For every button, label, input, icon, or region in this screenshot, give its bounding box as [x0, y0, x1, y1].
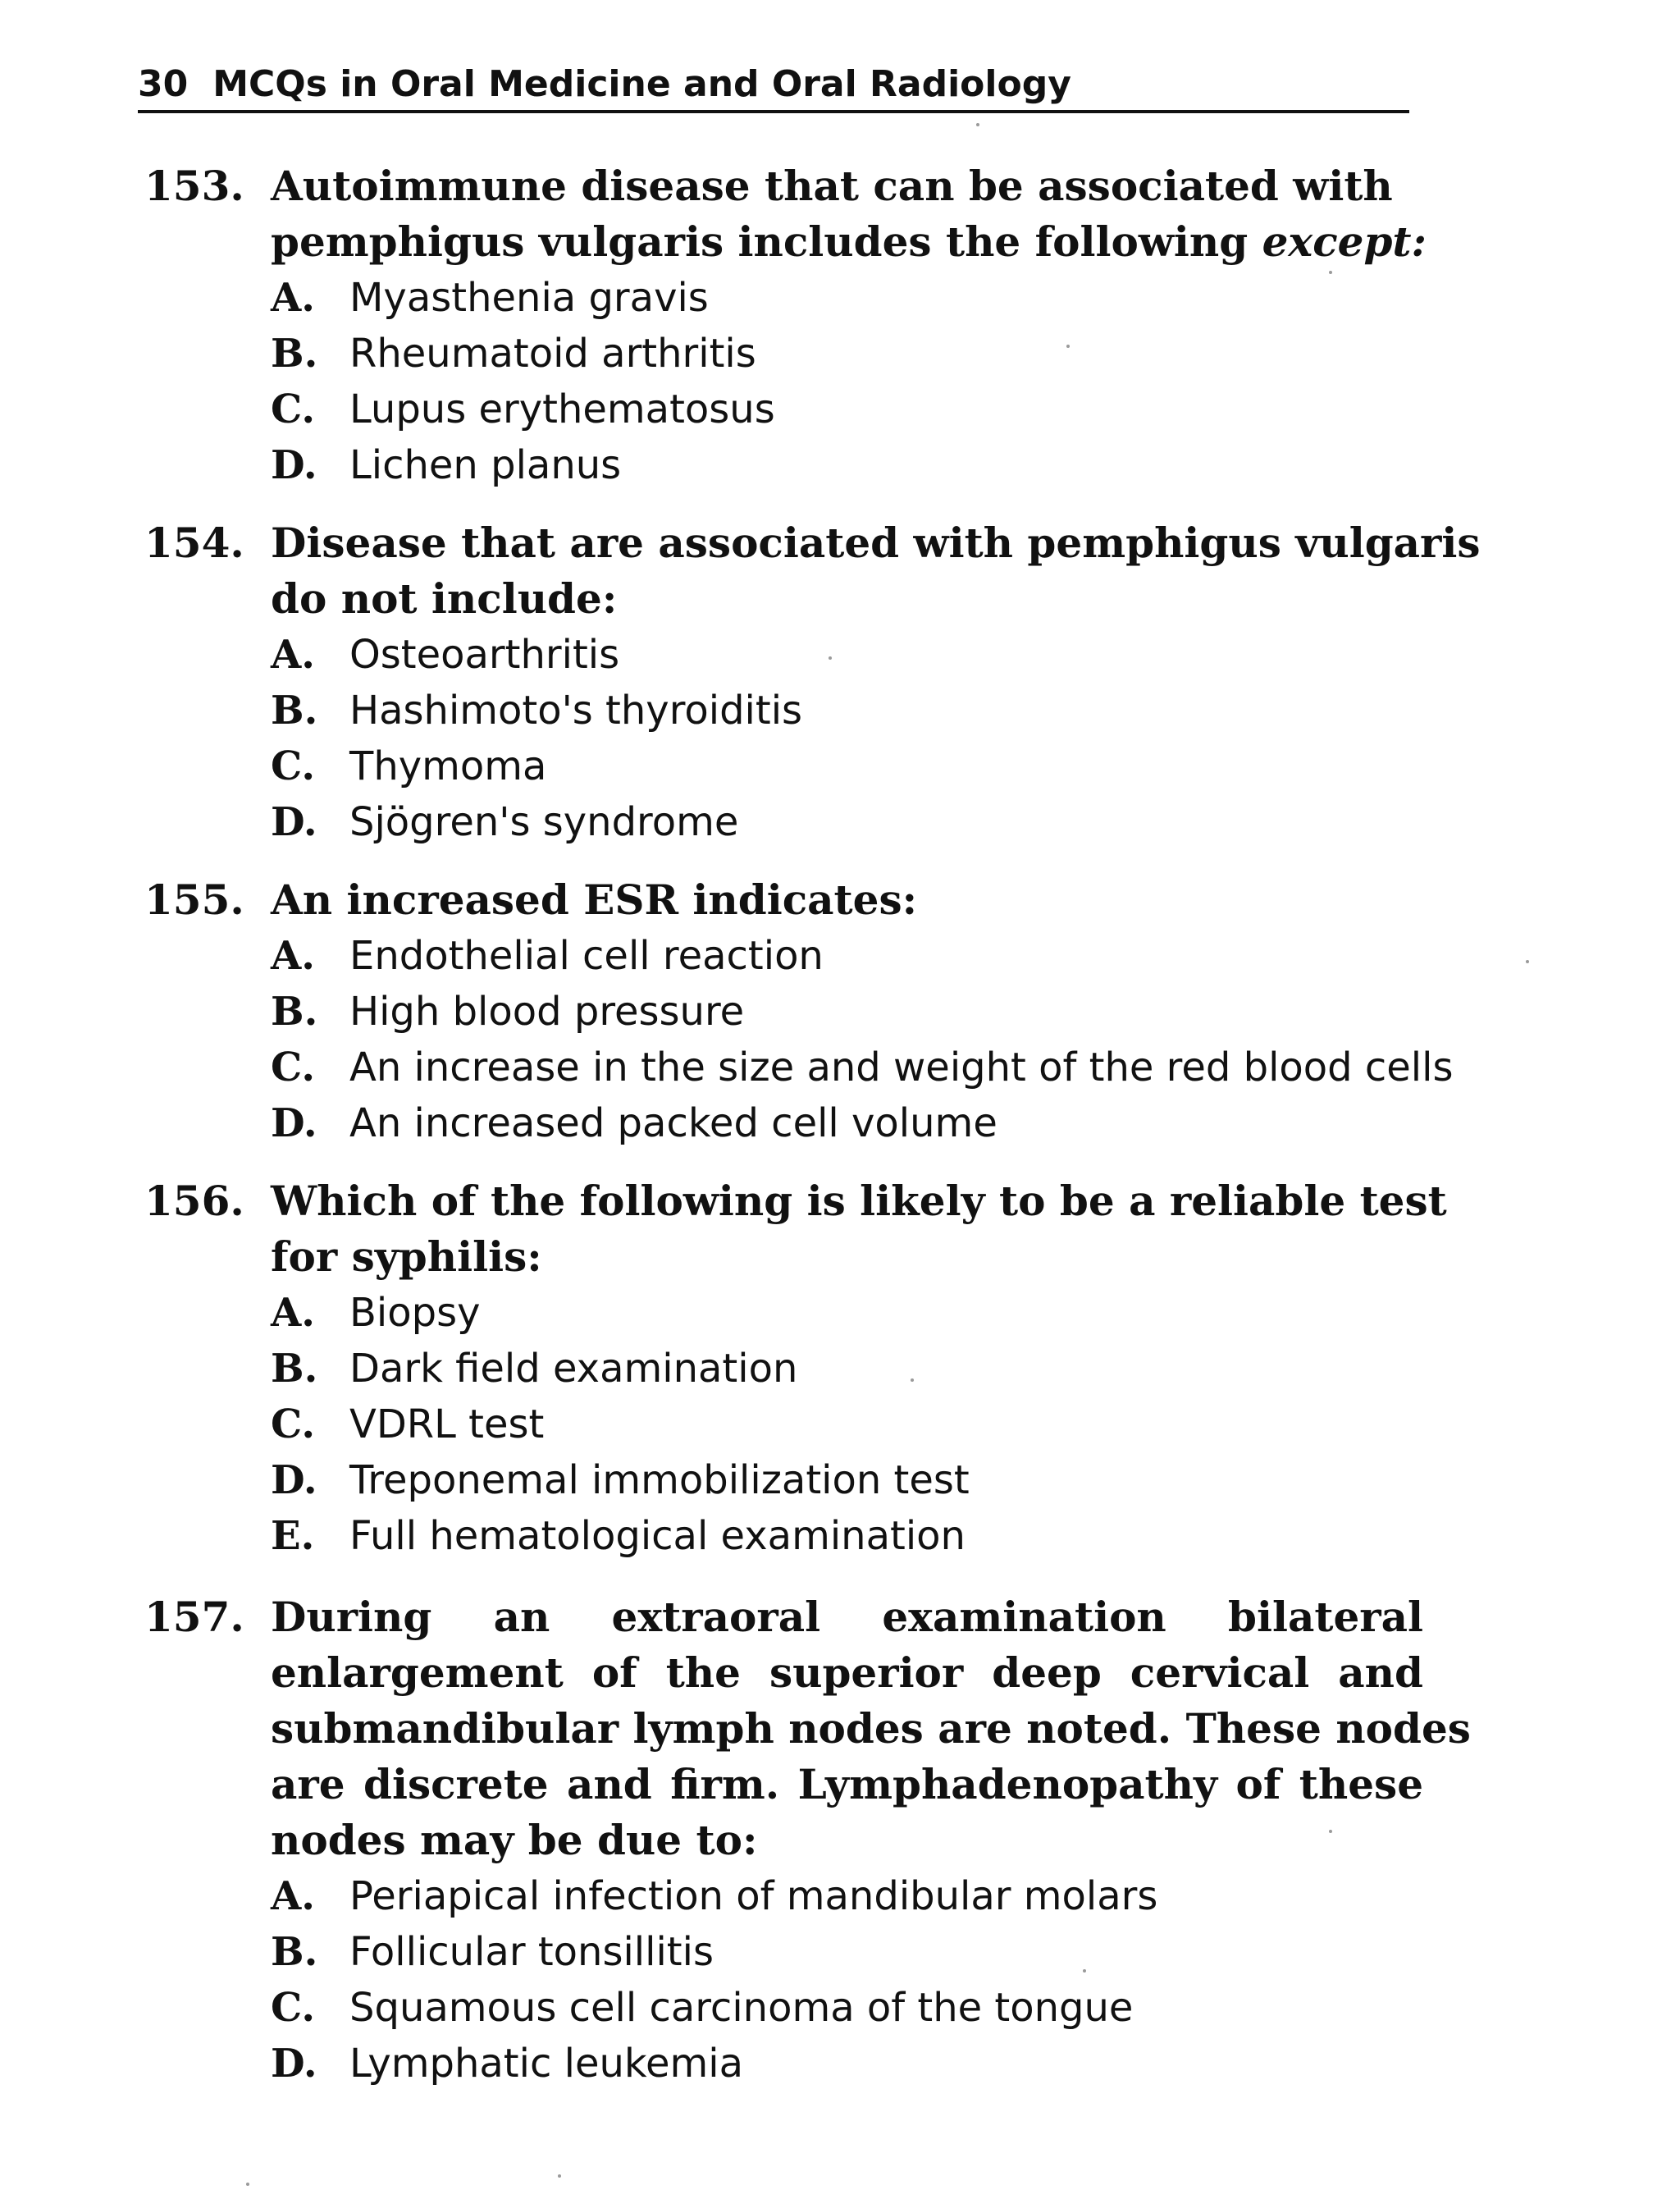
option-list	[271, 1285, 970, 1564]
option-letter: C.	[271, 1045, 316, 1090]
question-stem	[271, 158, 1427, 270]
option-text: Osteoarthritis	[349, 632, 620, 678]
option-c	[271, 738, 802, 794]
scan-speck	[1526, 960, 1529, 963]
option-letter: B.	[271, 688, 318, 734]
stem-line: nodes may be due to:	[271, 1816, 758, 1864]
option-letter: D.	[271, 799, 317, 845]
option-a	[271, 1285, 970, 1341]
option-letter: D.	[271, 2041, 317, 2087]
option-text: Lichen planus	[349, 442, 622, 488]
option-letter: D.	[271, 1100, 317, 1146]
option-a	[271, 928, 1453, 984]
option-letter: C.	[271, 1985, 316, 2031]
option-a	[271, 627, 802, 683]
question-number: 157.	[144, 1593, 244, 1641]
option-letter: E.	[271, 1513, 315, 1559]
question-number: 154.	[144, 519, 244, 567]
option-text: Follicular tonsillitis	[349, 1929, 714, 1975]
option-letter: C.	[271, 1401, 316, 1447]
stem-line: enlargement of the superior deep cervical and	[271, 1648, 1423, 1697]
option-text: Lymphatic leukemia	[349, 2041, 744, 2087]
option-text: Rheumatoid arthritis	[349, 331, 756, 377]
option-text: Thymoma	[349, 743, 547, 789]
stem-line: Autoimmune disease that can be associated with	[271, 162, 1393, 210]
option-c	[271, 1397, 970, 1452]
option-c	[271, 382, 775, 437]
scan-speck	[558, 2174, 561, 2178]
option-text: Lupus erythematosus	[349, 386, 775, 432]
question-stem	[271, 515, 1481, 627]
option-text: Sjögren's syndrome	[349, 799, 739, 845]
option-d	[271, 1095, 1453, 1151]
scan-speck	[911, 1378, 914, 1382]
option-letter: A.	[271, 275, 315, 321]
option-letter: D.	[271, 1457, 317, 1503]
scan-speck	[1329, 1830, 1332, 1833]
option-list	[271, 1868, 1157, 2091]
stem-line-text: pemphigus vulgaris includes the following	[271, 217, 1262, 266]
stem-line: Which of the following is likely to be a reliable test	[271, 1177, 1447, 1225]
question-number: 156.	[144, 1177, 244, 1225]
scan-speck	[976, 123, 979, 126]
option-letter: B.	[271, 989, 318, 1035]
option-list	[271, 928, 1453, 1151]
option-a	[271, 1868, 1157, 1924]
option-b	[271, 984, 1453, 1040]
stem-line: for syphilis:	[271, 1232, 542, 1281]
option-letter: B.	[271, 1346, 318, 1392]
option-d	[271, 437, 775, 493]
option-b	[271, 1924, 1157, 1980]
option-text: Myasthenia gravis	[349, 275, 709, 321]
option-text: An increase in the size and weight of the red blood cells	[349, 1045, 1454, 1090]
page-number: 30	[138, 63, 189, 105]
option-list	[271, 270, 775, 493]
option-e	[271, 1508, 970, 1564]
option-d	[271, 794, 802, 850]
option-letter: D.	[271, 442, 317, 488]
option-text: Hashimoto's thyroiditis	[349, 688, 803, 734]
option-text: Treponemal immobilization test	[349, 1457, 970, 1503]
question-stem	[271, 1173, 1447, 1285]
question-number: 155.	[144, 875, 244, 924]
option-text: An increased packed cell volume	[349, 1100, 998, 1146]
option-b	[271, 326, 775, 382]
option-letter: A.	[271, 1873, 315, 1919]
scan-speck	[1066, 345, 1070, 348]
option-list	[271, 627, 802, 850]
stem-line: During an extraoral examination bilateral	[271, 1593, 1423, 1641]
option-text: Full hematological examination	[349, 1513, 966, 1559]
option-text: Periapical infection of mandibular molars	[349, 1873, 1158, 1919]
option-c	[271, 1980, 1157, 2036]
option-d	[271, 1452, 970, 1508]
stem-line	[271, 214, 1427, 270]
option-letter: A.	[271, 933, 315, 979]
option-c	[271, 1040, 1453, 1095]
stem-line: An increased ESR indicates:	[271, 875, 918, 924]
scan-speck	[1083, 1969, 1086, 1973]
option-text: High blood pressure	[349, 989, 745, 1035]
option-letter: C.	[271, 386, 316, 432]
book-title: MCQs in Oral Medicine and Oral Radiology	[212, 63, 1071, 105]
option-b	[271, 683, 802, 738]
option-text: Dark field examination	[349, 1346, 798, 1392]
running-head	[138, 59, 1409, 113]
scan-speck	[246, 2183, 249, 2186]
question-stem	[271, 872, 917, 928]
question-number: 153.	[144, 162, 244, 210]
stem-emphasis: except:	[1262, 217, 1427, 266]
option-text: Endothelial cell reaction	[349, 933, 824, 979]
option-text: Biopsy	[349, 1290, 481, 1336]
stem-line: Disease that are associated with pemphigus vulgaris	[271, 519, 1481, 567]
option-letter: B.	[271, 1929, 318, 1975]
option-b	[271, 1341, 970, 1397]
option-text: VDRL test	[349, 1401, 545, 1447]
option-letter: A.	[271, 1290, 315, 1336]
option-letter: C.	[271, 743, 316, 789]
option-d	[271, 2036, 1157, 2091]
scan-speck	[829, 656, 832, 660]
question-stem	[271, 1589, 1471, 1868]
scan-speck	[1329, 271, 1332, 274]
option-text: Squamous cell carcinoma of the tongue	[349, 1985, 1134, 2031]
stem-line: submandibular lymph nodes are noted. These nodes	[271, 1704, 1471, 1753]
stem-line: do not include:	[271, 574, 618, 623]
option-letter: A.	[271, 632, 315, 678]
option-a	[271, 270, 775, 326]
stem-line: are discrete and firm. Lymphadenopathy of these	[271, 1760, 1423, 1808]
option-letter: B.	[271, 331, 318, 377]
